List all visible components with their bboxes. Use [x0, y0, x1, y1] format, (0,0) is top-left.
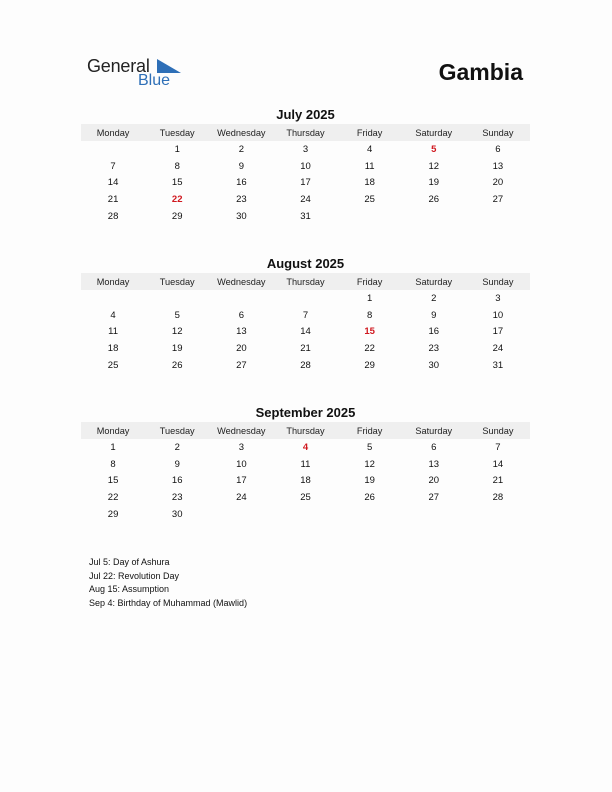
- day-cell: 27: [428, 492, 440, 504]
- holiday-note: Sep 4: Birthday of Muhammad (Mawlid): [89, 597, 248, 608]
- week-row: [81, 141, 530, 158]
- country-title: Gambia: [438, 59, 523, 85]
- day-cell: 4: [110, 309, 116, 321]
- weekday-label: Wednesday: [217, 127, 266, 138]
- day-cell: 26: [364, 492, 375, 504]
- weekday-label: Tuesday: [159, 425, 195, 436]
- day-cell: 23: [236, 194, 247, 206]
- holiday-notes: [89, 556, 247, 610]
- weekday-label: Monday: [96, 425, 130, 436]
- day-cell: 16: [171, 475, 183, 487]
- day-cell: 15: [107, 475, 119, 487]
- day-cell: 10: [300, 160, 311, 172]
- weekday-label: Monday: [96, 127, 130, 138]
- day-cell: 16: [236, 177, 247, 189]
- day-cell: 31: [492, 359, 504, 371]
- holiday-day-cell: 4: [302, 441, 309, 453]
- day-cell: 17: [300, 177, 311, 189]
- week-row: [81, 340, 530, 357]
- week-row: [81, 191, 530, 208]
- day-cell: 16: [428, 326, 440, 338]
- day-cell: 2: [174, 441, 180, 453]
- weekday-label: Tuesday: [159, 276, 195, 287]
- logo-text-blue: Blue: [138, 72, 171, 89]
- day-cell: 17: [492, 326, 504, 338]
- weekday-label: Thursday: [286, 276, 325, 287]
- day-cell: 9: [238, 160, 244, 172]
- day-cell: 14: [492, 458, 504, 470]
- day-cell: 14: [107, 177, 119, 189]
- weekday-label: Sunday: [482, 425, 514, 436]
- day-cell: 2: [431, 292, 437, 304]
- weekday-label: Wednesday: [217, 276, 266, 287]
- day-cell: 13: [236, 326, 247, 338]
- day-cell: 12: [364, 458, 375, 470]
- month-july: [81, 106, 530, 225]
- week-row: [81, 208, 530, 225]
- day-cell: 6: [238, 309, 244, 321]
- day-cell: 26: [428, 194, 440, 206]
- week-row: [81, 307, 530, 324]
- day-cell: 14: [300, 326, 311, 338]
- day-cell: 20: [236, 343, 247, 355]
- day-cell: 13: [428, 458, 440, 470]
- day-cell: 17: [236, 475, 247, 487]
- holiday-day-cell: 22: [171, 194, 183, 206]
- day-cell: 27: [492, 194, 504, 206]
- holiday-note: Aug 15: Assumption: [89, 584, 170, 594]
- day-cell: 28: [300, 359, 311, 371]
- day-cell: 9: [431, 309, 437, 321]
- weekday-label: Wednesday: [217, 425, 266, 436]
- day-cell: 6: [431, 441, 437, 453]
- day-cell: 18: [300, 475, 311, 487]
- week-row: [81, 473, 530, 490]
- weekday-label: Thursday: [286, 127, 325, 138]
- day-cell: 7: [302, 309, 309, 321]
- weekday-label: Monday: [96, 276, 130, 287]
- day-cell: 29: [171, 210, 183, 222]
- day-cell: 4: [366, 143, 373, 155]
- week-grid: [81, 141, 530, 225]
- day-cell: 2: [238, 143, 244, 155]
- day-cell: 22: [364, 343, 375, 355]
- day-cell: 5: [366, 441, 373, 453]
- day-cell: 10: [236, 458, 247, 470]
- holiday-day-cell: 15: [364, 326, 375, 338]
- day-cell: 3: [495, 292, 501, 304]
- day-cell: 25: [300, 492, 311, 504]
- day-cell: 6: [495, 143, 501, 155]
- day-cell: 1: [174, 143, 180, 155]
- day-cell: 25: [364, 194, 375, 206]
- weekday-label: Friday: [356, 127, 383, 138]
- day-cell: 28: [492, 492, 504, 504]
- day-cell: 23: [171, 492, 183, 504]
- day-cell: 19: [171, 343, 183, 355]
- weekday-header: [81, 124, 530, 141]
- day-cell: 26: [171, 359, 183, 371]
- day-cell: 24: [236, 492, 247, 504]
- week-row: [81, 158, 530, 175]
- day-cell: 11: [364, 160, 375, 172]
- day-cell: 24: [300, 194, 311, 206]
- week-grid: [81, 290, 530, 374]
- week-row: [81, 290, 530, 307]
- weekday-header: [81, 422, 530, 439]
- day-cell: 31: [300, 210, 311, 222]
- week-grid: [81, 439, 530, 523]
- week-row: [81, 175, 530, 192]
- weekday-header: [81, 273, 530, 290]
- weekday-label: Saturday: [415, 127, 453, 138]
- day-cell: 13: [492, 160, 504, 172]
- day-cell: 7: [110, 160, 116, 172]
- weekday-label: Sunday: [482, 127, 514, 138]
- day-cell: 25: [107, 359, 119, 371]
- week-row: [81, 357, 530, 374]
- month-title: September 2025: [255, 405, 356, 420]
- day-cell: 29: [364, 359, 375, 371]
- weekday-label: Saturday: [415, 276, 453, 287]
- logo: [87, 56, 187, 92]
- week-row: [81, 506, 530, 523]
- week-row: [81, 489, 530, 506]
- day-cell: 9: [174, 458, 180, 470]
- day-cell: 8: [174, 160, 180, 172]
- day-cell: 18: [107, 343, 119, 355]
- day-cell: 21: [300, 343, 311, 355]
- day-cell: 24: [492, 343, 504, 355]
- day-cell: 21: [107, 194, 119, 206]
- day-cell: 12: [428, 160, 440, 172]
- day-cell: 8: [366, 309, 373, 321]
- day-cell: 7: [495, 441, 501, 453]
- day-cell: 11: [108, 326, 118, 338]
- weekday-label: Saturday: [415, 425, 453, 436]
- day-cell: 22: [107, 492, 119, 504]
- day-cell: 20: [492, 177, 504, 189]
- day-cell: 29: [107, 508, 119, 520]
- day-cell: 1: [366, 292, 373, 304]
- day-cell: 10: [492, 309, 504, 321]
- day-cell: 5: [174, 309, 180, 321]
- day-cell: 30: [428, 359, 440, 371]
- day-cell: 15: [171, 177, 183, 189]
- weekday-label: Friday: [356, 425, 383, 436]
- month-august: [81, 255, 530, 374]
- day-cell: 1: [110, 441, 116, 453]
- month-title: August 2025: [266, 256, 345, 271]
- week-row: [81, 439, 530, 456]
- logo-text-general: General: [87, 56, 150, 76]
- day-cell: 23: [428, 343, 440, 355]
- day-cell: 30: [236, 210, 247, 222]
- day-cell: 27: [236, 359, 247, 371]
- month-september: [81, 404, 530, 523]
- day-cell: 19: [364, 475, 375, 487]
- month-title: July 2025: [276, 107, 335, 122]
- day-cell: 8: [110, 458, 116, 470]
- day-cell: 3: [302, 143, 309, 155]
- day-cell: 28: [107, 210, 119, 222]
- holiday-day-cell: 5: [431, 143, 437, 155]
- day-cell: 30: [171, 508, 183, 520]
- week-row: [81, 456, 530, 473]
- holiday-note: Jul 5: Day of Ashura: [89, 557, 170, 567]
- weekday-label: Sunday: [482, 276, 514, 287]
- weekday-label: Friday: [356, 276, 383, 287]
- day-cell: 3: [238, 441, 244, 453]
- weekday-label: Thursday: [286, 425, 325, 436]
- holiday-note: Jul 22: Revolution Day: [89, 570, 180, 581]
- day-cell: 19: [428, 177, 440, 189]
- week-row: [81, 324, 530, 341]
- day-cell: 20: [428, 475, 440, 487]
- day-cell: 18: [364, 177, 375, 189]
- weekday-label: Tuesday: [159, 127, 195, 138]
- day-cell: 21: [492, 475, 504, 487]
- day-cell: 12: [171, 326, 183, 338]
- day-cell: 11: [300, 458, 311, 470]
